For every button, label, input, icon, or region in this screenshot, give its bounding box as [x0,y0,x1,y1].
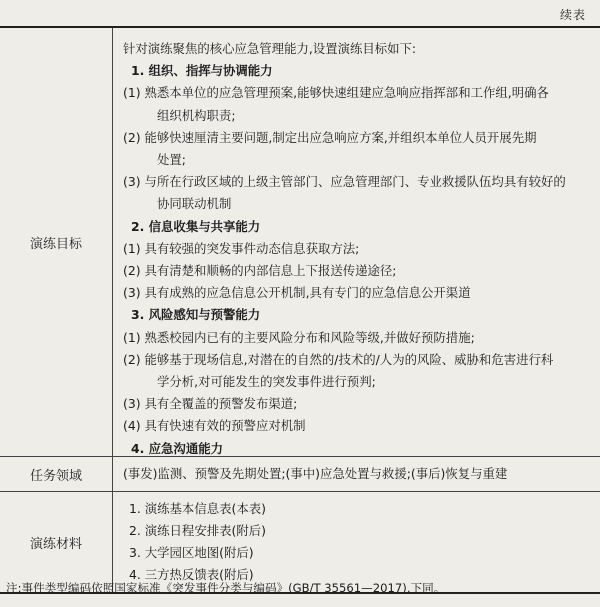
table-row-goals [0,28,600,457]
materials-item: 2. 演练日程安排表(附后) [129,523,266,538]
goal-line: (1) 具有较强的突发事件动态信息获取方法; [123,240,360,256]
goal-line: 针对演练聚焦的核心应急管理能力,设置演练目标如下: [123,41,417,56]
task-content: (事发)监测、预警及先期处置;(事中)应急处置与救援;(事后)恢复与重建 [123,465,508,481]
goal-line: 处置; [157,152,186,168]
goal-line: (3) 与所在行政区域的上级主管部门、应急管理部门、专业救援队伍均具有较好的 [123,174,566,190]
goal-line: (2) 能够基于现场信息,对潜在的自然的/技术的/人为的风险、威胁和危害进行科 [123,351,554,367]
goal-heading: 3. 风险感知与预警能力 [131,307,261,323]
footnote: 注:事件类型编码依照国家标准《突发事件分类与编码》(GB/T 35561—2017),下同。 [6,581,446,595]
goal-heading: 2. 信息收集与共享能力 [131,218,261,234]
goal-line: (1) 熟悉校园内已有的主要风险分布和风险等级,并做好预防措施; [123,329,475,345]
goal-line: (2) 能够快速厘清主要问题,制定出应急响应方案,并组织本单位人员开展先期 [123,129,537,145]
exercise-info-table [0,26,600,594]
continued-label: 续表 [559,8,586,22]
materials-item: 1. 演练基本信息表(本表) [129,501,266,516]
goal-line: (1) 熟悉本单位的应急管理预案,能够快速组建应急响应指挥部和工作组,明确各 [123,85,549,101]
goal-heading: 1. 组织、指挥与协调能力 [131,63,273,79]
materials-item: 4. 三方热反馈表(附后) [129,567,254,582]
goal-line: (3) 具有全覆盖的预警发布渠道; [123,396,298,412]
goals-label: 演练目标 [0,28,113,456]
materials-label: 演练材料 [0,492,113,592]
materials-content [113,492,600,592]
goals-content [113,28,600,456]
goal-line: 学分析,对可能发生的突发事件进行预判; [157,374,376,390]
goal-line: 组织机构职责; [157,107,236,123]
goal-heading: 4. 应急沟通能力 [131,440,223,456]
goal-line: (4) 具有快速有效的预警应对机制 [123,418,306,434]
goal-line: (3) 具有成熟的应急信息公开机制,具有专门的应急信息公开渠道 [123,285,471,301]
goal-line: 协同联动机制 [157,196,232,212]
task-label: 任务领域 [0,457,113,491]
goal-line: (2) 具有清楚和顺畅的内部信息上下报送传递途径; [123,263,397,279]
materials-item: 3. 大学园区地图(附后) [129,545,254,560]
table-row-task [0,457,600,492]
table-row-materials [0,492,600,594]
